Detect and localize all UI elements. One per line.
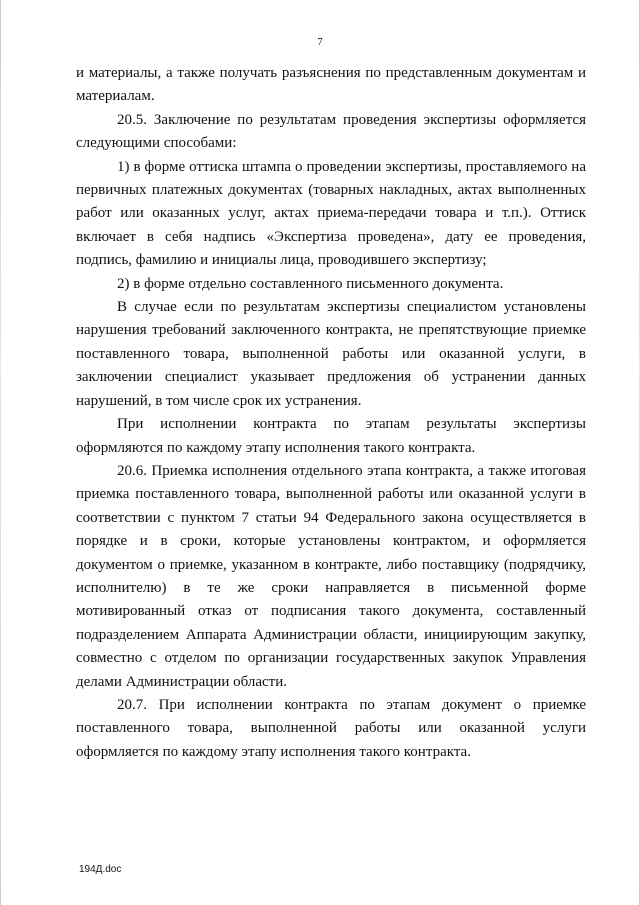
paragraph: 2) в форме отдельно составленного письменного документа. (117, 275, 504, 292)
file-name-footer: 194Д.doc (79, 864, 122, 875)
paragraph: В случае если по результатам экспертизы специалистом установлены нарушения требований заключенного контракта, не препятствующие приемке поставленного товара, выполненной работы или оказанной услуги, в заключении специалист указывает предложения об устранении данных нарушений, в том числе срок их устранения. (76, 299, 586, 409)
paragraph: 20.7. При исполнении контракта по этапам документ о приемке поставленного товара, выполненной работы или оказанной услуги оформляется по каждому этапу исполнения такого контракта. (76, 696, 586, 760)
page-number: 7 (317, 36, 323, 48)
paragraph: При исполнении контракта по этапам результаты экспертизы оформляются по каждому этапу исполнения такого контракта. (76, 416, 586, 456)
document-body (76, 62, 586, 764)
paragraph: 20.5. Заключение по результатам проведения экспертизы оформляется следующими способами: (76, 111, 586, 152)
paragraph: и материалы, а также получать разъяснения по представленным документам и материалам. (76, 65, 586, 105)
paragraph: 1) в форме оттиска штампа о проведении экспертизы, проставляемого на первичных платежных документах (товарных накладных, актах выполненных работ или оказанных услуг, актах приема-передачи товара и т.п.). Оттиск включает в себя надпись «Экспертиза проведена», дату ее проведения, подпись, фамилию и инициалы лица, проводившего экспертизу; (76, 158, 586, 269)
scan-left-edge (0, 0, 1, 905)
paragraph: 20.6. Приемка исполнения отдельного этапа контракта, а также итоговая приемка поставленного товара, выполненной работы или оказанной услуги в соответствии с пунктом 7 статьи 94 Федерального закона осуществляется в порядке и в сроки, которые установлены контрактом, и оформляется документом о приемке, указанном в контракте, либо поставщику (подрядчику, исполнителю) в те же сроки направляется в письменной форме мотивированный отказ от подписания такого документа, составленный подразделением Аппарата Администрации области, инициирующим закупку, совместно с отделом по организации государственных закупок Управления делами Администрации области. (76, 462, 586, 690)
